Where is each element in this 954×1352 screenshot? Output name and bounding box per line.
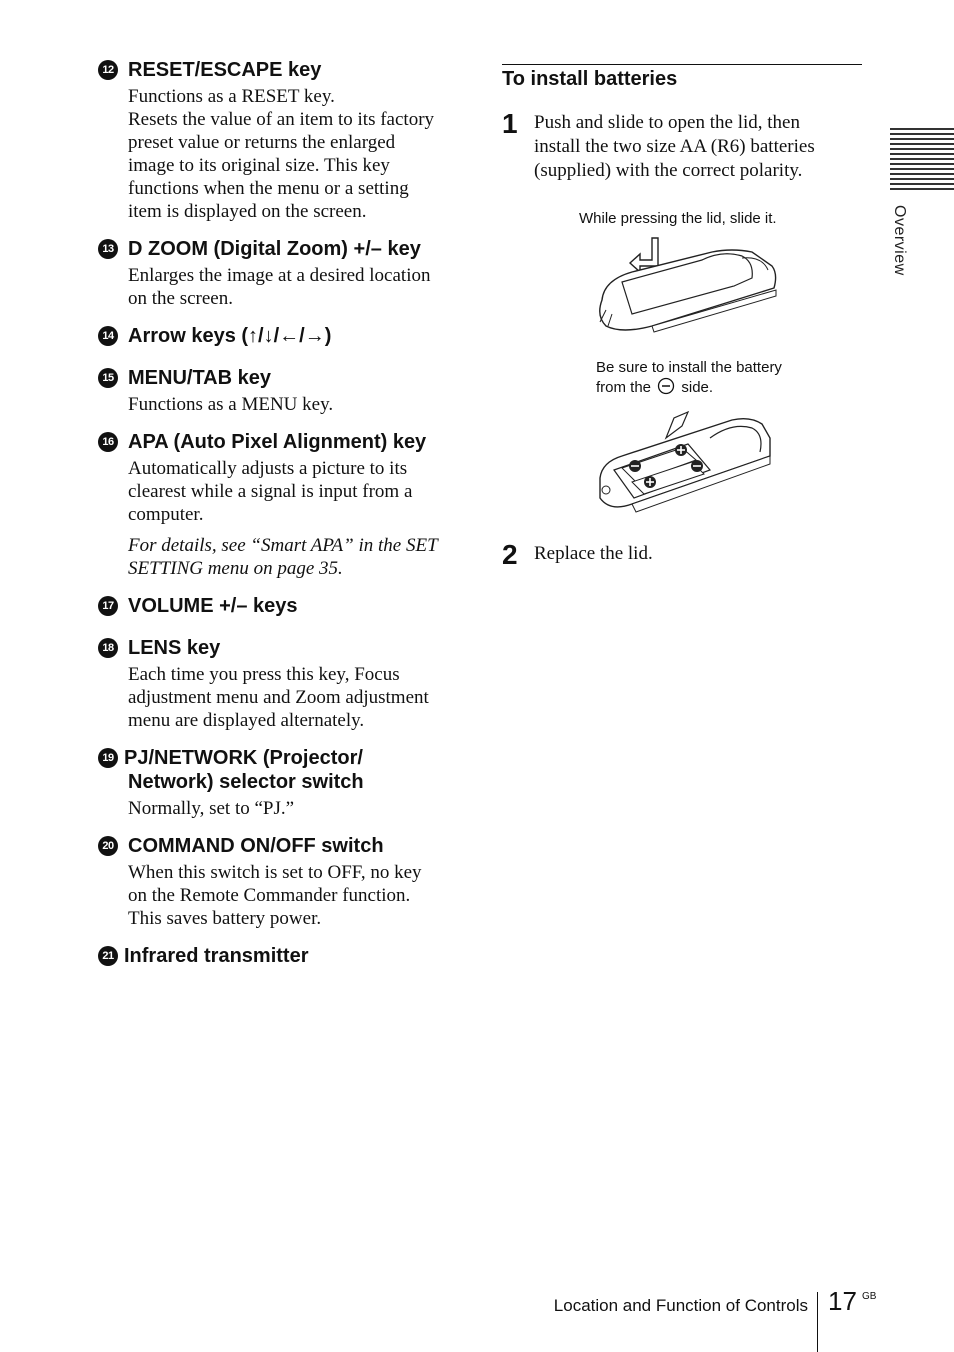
page-number: 17 [828,1286,857,1316]
cross-reference-note [128,534,468,580]
item-description [128,797,468,820]
item-description [128,457,468,580]
item-menu-tab [98,366,468,416]
remote-lid-illustration [592,230,782,340]
text-line: Be sure to install the battery [596,359,782,376]
step-number: 1 [502,108,518,139]
text-line: (supplied) with the correct polarity. [534,160,803,181]
item-title: COMMAND ON/OFF switch [128,835,384,857]
item-title [124,746,364,794]
text-line: Enlarges the image at a desired location [128,265,431,286]
item-lens [98,636,468,732]
item-title: Arrow keys (↑/↓/←/→) [128,325,332,347]
title-line: Network) selector switch [128,771,364,793]
item-infrared [98,944,468,968]
item-title: D ZOOM (Digital Zoom) +/– key [128,238,421,260]
item-reset-escape [98,58,468,223]
text-line: Automatically adjusts a picture to its [128,458,408,479]
text-line: Functions as a MENU key. [128,394,334,415]
text-line: item is displayed on the screen. [128,201,367,222]
item-description [128,861,468,930]
text-line: on the screen. [128,288,233,309]
side-tab-label: Overview [891,205,908,276]
text-line: Each time you press this key, Focus [128,664,400,685]
step-number: 2 [502,539,518,570]
text-line: image to its original size. This key [128,155,390,176]
item-pj-network [98,746,468,820]
item-title: LENS key [128,637,221,659]
number-badge: 13 [98,239,118,259]
section-title: To install batteries [502,68,678,90]
text-line: Push and slide to open the lid, then [534,112,800,133]
text-segment: from the [596,379,652,396]
text-line: For details, see “Smart APA” in the SET [128,535,438,556]
item-apa [98,430,468,580]
number-badge: 17 [98,596,118,616]
text-line: on the Remote Commander function. [128,885,411,906]
page-region-suffix: GB [862,1291,877,1302]
number-badge: 14 [98,326,118,346]
text-line: adjustment menu and Zoom adjustment [128,687,429,708]
text-segment: side. [681,379,714,396]
number-badge: 19 [98,748,118,768]
text-line: Resets the value of an item to its factory [128,109,435,130]
item-title: VOLUME +/– keys [128,595,298,617]
item-title: RESET/ESCAPE key [128,59,322,81]
text-line: preset value or returns the enlarged [128,132,396,153]
number-badge: 15 [98,368,118,388]
step-2 [502,539,862,570]
minus-circle-icon [657,377,675,395]
figure-caption-polarity [596,358,782,397]
item-description [128,264,468,310]
install-batteries-section [502,64,862,183]
step-text [534,111,862,183]
item-description [128,85,468,223]
text-line: Functions as a RESET key. [128,86,335,107]
footer-divider [817,1292,818,1352]
number-badge: 12 [98,60,118,80]
footer-section-title: Location and Function of Controls [553,1296,808,1315]
number-badge: 16 [98,432,118,452]
key-descriptions [98,58,468,982]
item-arrow-keys [98,324,468,348]
item-title: Infrared transmitter [124,945,309,967]
number-badge: 21 [98,946,118,966]
step-text: Replace the lid. [534,543,653,564]
text-line: computer. [128,504,204,525]
text-line: menu are displayed alternately. [128,710,365,731]
side-tab-lines [890,128,954,193]
item-volume [98,594,468,618]
text-line: This saves battery power. [128,908,322,929]
text-line: clearest while a signal is input from a [128,481,413,502]
figure-caption-slide: While pressing the lid, slide it. [579,210,777,227]
item-title: APA (Auto Pixel Alignment) key [128,431,427,453]
number-badge: 20 [98,836,118,856]
text-line: install the two size AA (R6) batteries [534,136,815,157]
text-line: SETTING menu on page 35. [128,558,343,579]
arrow-icon [666,412,688,438]
battery-installation-illustration [592,408,774,516]
text-line: functions when the menu or a setting [128,178,409,199]
text-line: When this switch is set to OFF, no key [128,862,422,883]
item-command-switch [98,834,468,930]
number-badge: 18 [98,638,118,658]
section-divider [502,64,862,65]
item-description [128,663,468,732]
item-d-zoom [98,237,468,310]
step-1 [502,108,862,183]
item-title: MENU/TAB key [128,367,271,389]
item-description [128,393,468,416]
text-line [596,377,782,397]
title-line: PJ/NETWORK (Projector/ [124,747,363,769]
text-line: Normally, set to “PJ.” [128,798,295,819]
